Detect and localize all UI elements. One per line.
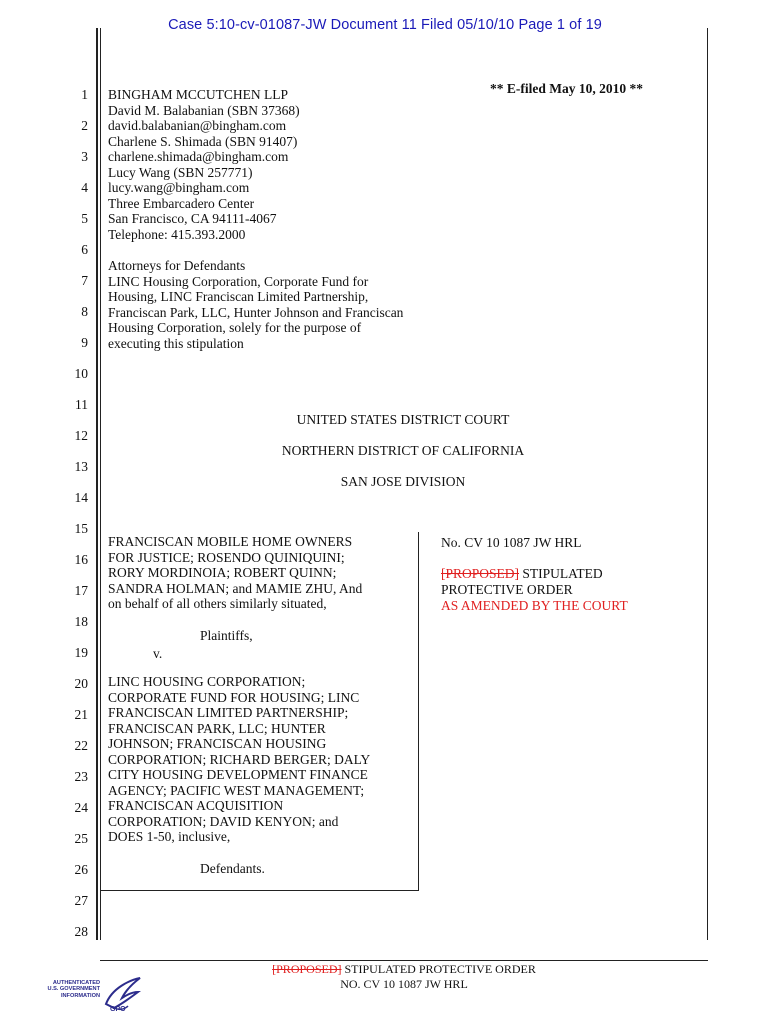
line-number: 10	[74, 366, 88, 381]
line-number: 1	[81, 87, 88, 102]
proposed-struck: [PROPOSED]	[441, 566, 520, 581]
line-number: 12	[74, 428, 88, 443]
line-number: 3	[81, 149, 88, 164]
attorneys-line: Housing Corporation, solely for the purpose of	[108, 320, 362, 335]
gpo-authentication-seal	[40, 974, 140, 1018]
line-number: 24	[74, 800, 88, 815]
counsel-line: charlene.shimada@bingham.com	[108, 149, 289, 164]
seal-text-line: AUTHENTICATED	[52, 980, 100, 986]
line-number: 17	[74, 583, 88, 598]
footer-title-text: STIPULATED PROTECTIVE ORDER	[341, 962, 536, 976]
line-number: 5	[81, 211, 88, 226]
counsel-line: Telephone: 415.393.2000	[108, 226, 246, 242]
line-number: 21	[74, 707, 88, 722]
defendants-line: FRANCISCAN PARK, LLC; HUNTER	[108, 720, 326, 736]
counsel-line: lucy.wang@bingham.com	[108, 180, 250, 195]
seal-text	[40, 980, 100, 999]
line-number: 16	[74, 552, 88, 567]
line-number: 7	[81, 273, 88, 288]
line-number: 4	[81, 180, 88, 195]
seal-mark: GPO	[110, 1006, 126, 1013]
defendants-line: CORPORATE FUND FOR HOUSING; LINC	[108, 689, 360, 705]
counsel-block	[108, 87, 300, 242]
counsel-line: San Francisco, CA 94111-4067	[108, 211, 277, 226]
document-title	[441, 566, 603, 582]
footer-title	[100, 962, 708, 976]
footer-case-number: NO. CV 10 1087 JW HRL	[340, 977, 468, 991]
attorneys-line: Attorneys for Defendants	[108, 258, 246, 273]
defendants-line: CITY HOUSING DEVELOPMENT FINANCE	[108, 767, 368, 782]
line-number: 9	[81, 335, 88, 350]
left-margin-rule-inner	[100, 28, 102, 940]
defendants-line: DOES 1-50, inclusive,	[108, 829, 231, 844]
counsel-line: david.balabanian@bingham.com	[108, 118, 287, 133]
seal-text-line: INFORMATION	[60, 992, 100, 999]
versus-label: v.	[153, 646, 163, 661]
seal-text-line: U.S. GOVERNMENT	[47, 986, 100, 993]
counsel-line: Lucy Wang (SBN 257771)	[108, 164, 253, 180]
document-title-line2: PROTECTIVE ORDER	[441, 582, 573, 597]
right-margin-rule	[707, 28, 708, 940]
footer-rule	[100, 960, 708, 961]
counsel-line: Three Embarcadero Center	[108, 195, 255, 211]
plaintiffs-line: FRANCISCAN MOBILE HOME OWNERS	[108, 534, 353, 549]
attorneys-for-block	[108, 258, 403, 351]
line-number: 19	[74, 645, 88, 660]
plaintiffs-line: FOR JUSTICE; ROSENDO QUINIQUINI;	[108, 549, 345, 565]
court-name: UNITED STATES DISTRICT COURT	[296, 412, 510, 427]
line-number: 27	[74, 893, 88, 908]
efiled-stamp: ** E-filed May 10, 2010 **	[490, 81, 643, 96]
caption-vertical-rule	[418, 532, 419, 891]
defendants-line: JOHNSON; FRANCISCAN HOUSING	[108, 736, 327, 751]
plaintiffs-block	[108, 534, 362, 612]
plaintiffs-line: RORY MORDINOIA; ROBERT QUINN;	[108, 565, 337, 580]
line-number: 2	[81, 118, 88, 133]
plaintiffs-label: Plaintiffs,	[200, 628, 253, 643]
line-number: 28	[74, 924, 88, 939]
line-number: 8	[81, 304, 88, 319]
line-number: 23	[74, 769, 88, 784]
attorneys-line: Franciscan Park, LLC, Hunter Johnson and Franciscan	[108, 304, 404, 320]
defendants-line: CORPORATION; DAVID KENYON; and	[108, 813, 339, 829]
line-number: 6	[81, 242, 88, 257]
left-margin-rule-outer	[96, 28, 98, 940]
counsel-line: David M. Balabanian (SBN 37368)	[108, 102, 300, 118]
line-number: 18	[74, 614, 88, 629]
line-number: 14	[74, 490, 88, 505]
line-number: 20	[74, 676, 88, 691]
court-division: SAN JOSE DIVISION	[340, 474, 466, 489]
defendants-label: Defendants.	[200, 861, 265, 876]
defendants-line: FRANCISCAN ACQUISITION	[108, 798, 284, 813]
line-number: 13	[74, 459, 88, 474]
attorneys-line: Housing, LINC Franciscan Limited Partnership,	[108, 289, 369, 304]
plaintiffs-line: SANDRA HOLMAN; and MAMIE ZHU, And	[108, 580, 363, 596]
amended-by-court: AS AMENDED BY THE COURT	[441, 598, 628, 613]
line-number: 15	[74, 521, 88, 536]
defendants-block	[108, 674, 370, 845]
court-district: NORTHERN DISTRICT OF CALIFORNIA	[281, 443, 525, 458]
defendants-line: FRANCISCAN LIMITED PARTNERSHIP;	[108, 705, 349, 720]
line-number: 25	[74, 831, 88, 846]
defendants-line: LINC HOUSING CORPORATION;	[108, 674, 306, 689]
defendants-line: AGENCY; PACIFIC WEST MANAGEMENT;	[108, 782, 365, 798]
caption-bottom-rule	[101, 890, 419, 891]
attorneys-line: executing this stipulation	[108, 335, 244, 351]
case-number: No. CV 10 1087 JW HRL	[441, 535, 582, 550]
defendants-line: CORPORATION; RICHARD BERGER; DALY	[108, 751, 371, 767]
case-header-banner: Case 5:10-cv-01087-JW Document 11 Filed 05/10/10 Page 1 of 19	[168, 17, 602, 33]
plaintiffs-line: on behalf of all others similarly situated,	[108, 596, 327, 611]
counsel-line: BINGHAM MCCUTCHEN LLP	[108, 87, 289, 102]
line-number: 26	[74, 862, 88, 877]
attorneys-line: LINC Housing Corporation, Corporate Fund for	[108, 273, 369, 289]
counsel-line: Charlene S. Shimada (SBN 91407)	[108, 133, 298, 149]
title-stipulated: STIPULATED	[519, 566, 603, 581]
line-number: 22	[74, 738, 88, 753]
line-number: 11	[75, 397, 88, 412]
footer-proposed-struck: [PROPOSED]	[272, 962, 342, 976]
